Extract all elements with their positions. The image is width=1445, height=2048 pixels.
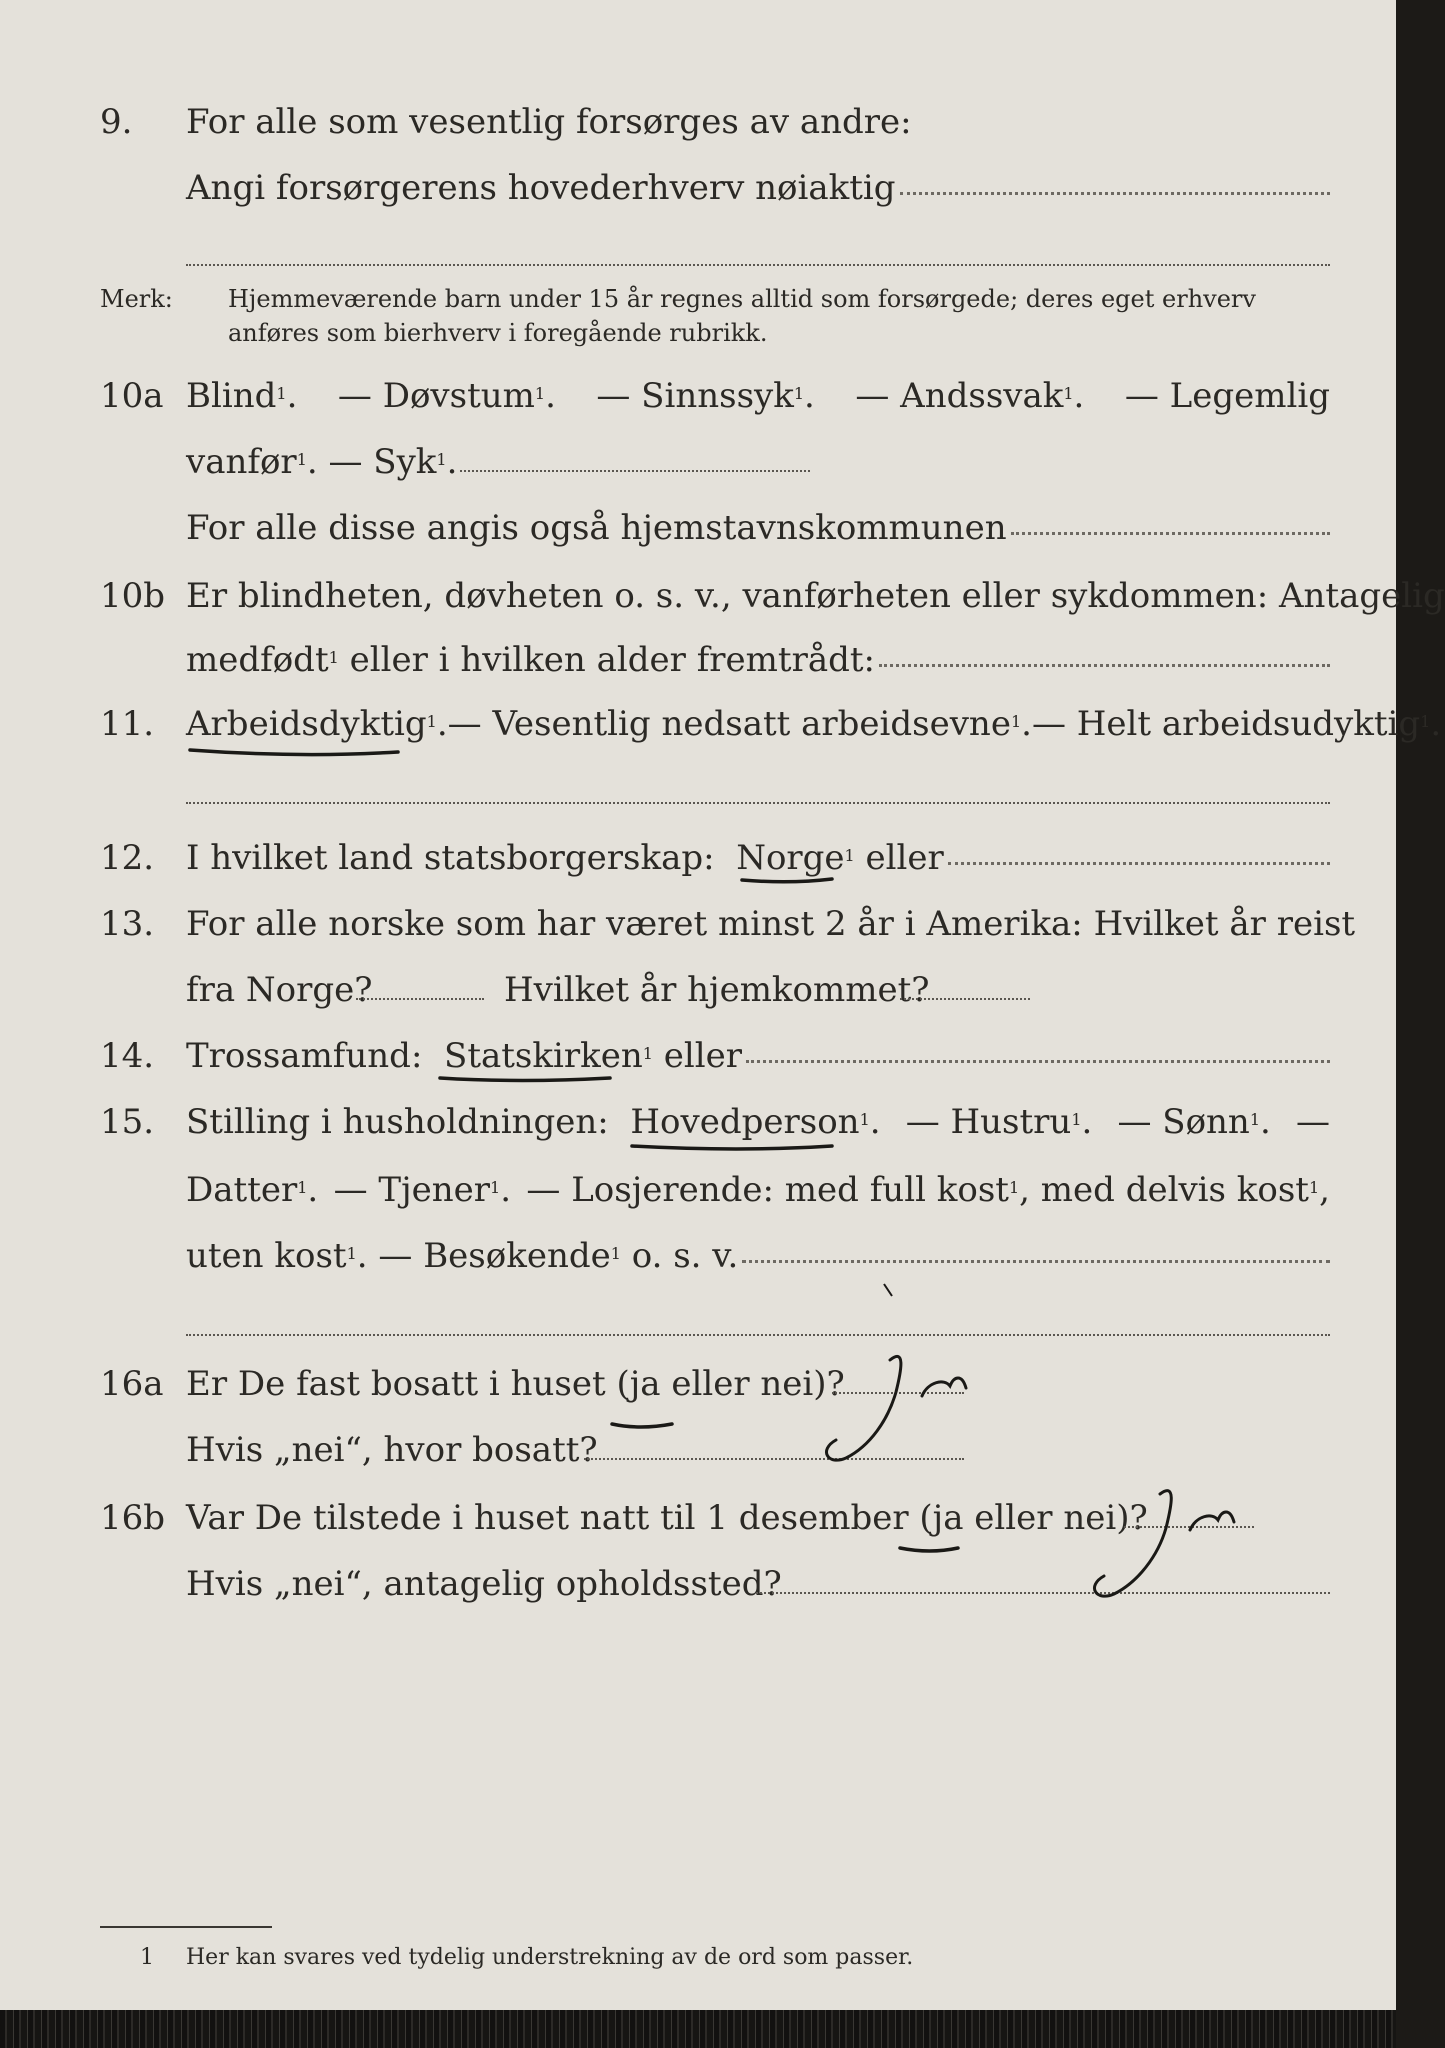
option-syk[interactable]: — Syk bbox=[328, 442, 437, 482]
q15-prompt: Stilling i husholdningen: bbox=[186, 1102, 609, 1142]
q9-number: 9. bbox=[100, 102, 133, 142]
underline-ja-16a bbox=[612, 1424, 672, 1427]
census-form-page: 9. For alle som vesentlig forsørges av andre: Angi forsørgerens hovederhverv nøiaktig Merk: Hjemmeværende barn under 15 år regnes alltid som forsørgede; deres eget erhverv anføres som bierhverv i foregående rubrikk. 10a Blind$^1$. — Døvstum$^1$. — Sinnssyk$^1$. — Andssvak$^1$. — Legemlig vanfør$^1$. — Syk$^1$. For alle disse angis også hjemstavnskommunen 10b Er blindheten, døvheten o. s. v., vanførheten eller sykdommen: Antagelig medfødt$^1$ eller i hvilken alder fremtrådt: 11. Arbeidsdyktig$^1$. — Vesentlig nedsatt arbeidsevne$^1$. — Helt arbeidsudyktig$^1$. 12. I hvilket land statsborgerskap: Norge$^1$ eller 13. For alle norske som har været minst 2 år i Amerika: Hvilket år reist fra Norge? Hvilket år hjemkommet? 14. Trossamfund: Statskirken$^1$ eller 15. Stilling i husholdningen: Hovedperson$^1$. — Hustru$^1$. — Sønn$^1$. — Datter$^1$. — Tjener$^1$. — Losjerende: med full kost$^1$, med delvis kost$^1$, uten kost$^1$. — Besøkende$^1$ o. s. v. 16a Er De fast bosatt i huset (ja eller nei)? Hvis „nei“, hvor bosatt? 16b Var De tilstede i huset natt til 1 desember (ja eller nei)? Hvis „nei“, antagelig opholdssted? 1 Her kan svares ved tydelig understrekning av de ord som passer. bbox=[0, 0, 1396, 2010]
option-norge[interactable]: Norge bbox=[736, 838, 845, 878]
option-nedsatt-arbeidsevne[interactable]: — Vesentlig nedsatt arbeidsevne bbox=[447, 704, 1011, 744]
footnote-mark: 1 bbox=[140, 1945, 154, 1970]
option-medfodt[interactable]: medfødt bbox=[186, 640, 329, 680]
q14-eller: eller bbox=[663, 1036, 742, 1076]
merk-label: Merk: bbox=[100, 285, 173, 313]
option-sinnssyk[interactable]: — Sinnssyk bbox=[596, 376, 794, 416]
option-datter[interactable]: Datter bbox=[186, 1170, 298, 1210]
option-dovstum[interactable]: — Døvstum bbox=[337, 376, 535, 416]
merk-text-2: anføres som bierhverv i foregående rubrikk. bbox=[228, 319, 768, 347]
option-hustru[interactable]: — Hustru bbox=[905, 1102, 1072, 1142]
q10b-text: Er blindheten, døvheten o. s. v., vanførheten eller sykdommen: Antagelig bbox=[186, 576, 1445, 616]
answer-16b-handwritten-ja bbox=[1095, 1491, 1172, 1597]
q9-prompt: Angi forsørgerens hovederhverv nøiaktig bbox=[186, 168, 896, 208]
option-statskirken[interactable]: Statskirken bbox=[444, 1036, 643, 1076]
q16a-number: 16a bbox=[100, 1364, 164, 1404]
option-sonn[interactable]: — Sønn bbox=[1117, 1102, 1250, 1142]
underline-hovedperson bbox=[632, 1146, 832, 1149]
q16b-opholdssted-prompt: Hvis „nei“, antagelig opholdssted? bbox=[186, 1564, 782, 1604]
underline-arbeidsdyktig bbox=[190, 750, 398, 755]
q10b-number: 10b bbox=[100, 576, 166, 616]
q12-number: 12. bbox=[100, 838, 155, 878]
option-vanfor[interactable]: vanfør bbox=[186, 442, 297, 482]
q13-text: For alle norske som har været minst 2 år i Amerika: Hvilket år reist bbox=[186, 904, 1356, 944]
merk-text-1: Hjemmeværende barn under 15 år regnes alltid som forsørgede; deres eget erhverv bbox=[228, 285, 1256, 313]
scan-edge-strip bbox=[0, 2010, 1396, 2048]
option-delvis-kost[interactable]: , med delvis kost bbox=[1019, 1170, 1309, 1210]
q11-number: 11. bbox=[100, 704, 155, 744]
footnote-rule bbox=[100, 1926, 272, 1928]
underline-statskirken bbox=[440, 1078, 610, 1081]
q14-prompt: Trossamfund: bbox=[186, 1036, 423, 1076]
option-full-kost[interactable]: — Losjerende: med full kost bbox=[526, 1170, 1009, 1210]
q16a-text: Er De fast bosatt i huset (ja eller nei)? bbox=[186, 1364, 845, 1404]
option-besokende[interactable]: — Besøkende bbox=[378, 1236, 611, 1276]
q16a-bosatt-prompt: Hvis „nei“, hvor bosatt? bbox=[186, 1430, 598, 1470]
q9-text: For alle som vesentlig forsørges av andre: bbox=[186, 102, 912, 142]
q15-dash: — bbox=[1295, 1102, 1330, 1142]
q10a-number: 10a bbox=[100, 376, 164, 416]
q14-number: 14. bbox=[100, 1036, 155, 1076]
footnote-text: Her kan svares ved tydelig understrekning av de ord som passer. bbox=[186, 1945, 914, 1970]
q10b-alder-prompt: eller i hvilken alder fremtrådt: bbox=[349, 640, 875, 680]
option-arbeidsudyktig[interactable]: — Helt arbeidsudyktig bbox=[1031, 704, 1421, 744]
option-andssvak[interactable]: — Andssvak bbox=[855, 376, 1064, 416]
q13-hjemkommet-prompt: Hvilket år hjemkommet? bbox=[504, 970, 930, 1010]
q15-number: 15. bbox=[100, 1102, 155, 1142]
option-legemlig[interactable]: — Legemlig bbox=[1124, 376, 1330, 416]
option-hovedperson[interactable]: Hovedperson bbox=[630, 1102, 860, 1142]
q10a-hjemstavn-prompt: For alle disse angis også hjemstavnskommunen bbox=[186, 508, 1007, 548]
q13-number: 13. bbox=[100, 904, 155, 944]
option-tjener[interactable]: — Tjener bbox=[333, 1170, 491, 1210]
q12-prompt: I hvilket land statsborgerskap: bbox=[186, 838, 715, 878]
q15-osv: o. s. v. bbox=[631, 1236, 739, 1276]
q16b-text: Var De tilstede i huset natt til 1 desember (ja eller nei)? bbox=[186, 1498, 1148, 1538]
underline-ja-16b bbox=[900, 1548, 958, 1551]
option-blind[interactable]: Blind bbox=[186, 376, 277, 416]
underline-norge bbox=[742, 879, 832, 882]
option-uten-kost[interactable]: uten kost bbox=[186, 1236, 347, 1276]
q12-eller: eller bbox=[865, 838, 944, 878]
q13-reist-prompt: fra Norge? bbox=[186, 970, 373, 1010]
answer-16a-handwritten-ja bbox=[827, 1356, 901, 1460]
option-arbeidsdyktig[interactable]: Arbeidsdyktig bbox=[186, 704, 427, 744]
q16b-number: 16b bbox=[100, 1498, 166, 1538]
